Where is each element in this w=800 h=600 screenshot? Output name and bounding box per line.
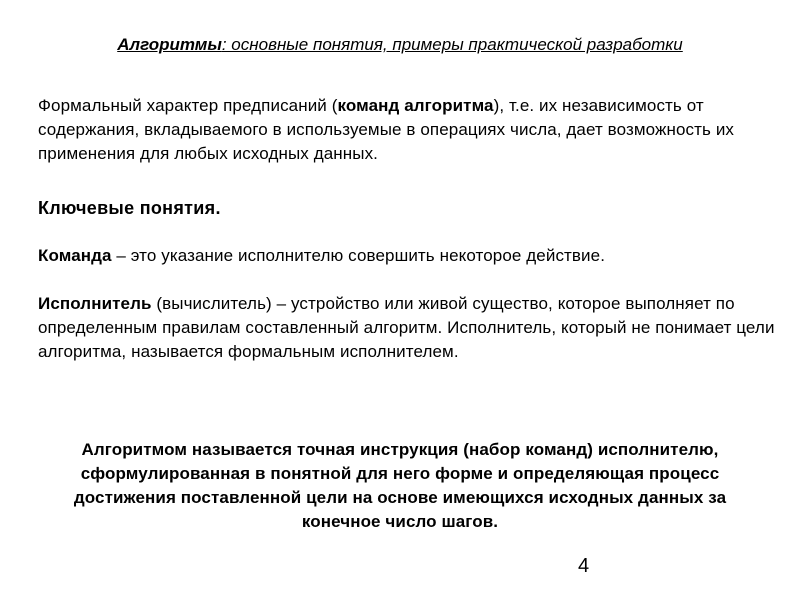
page-number: 4: [578, 555, 590, 577]
intro-paragraph: [38, 94, 778, 166]
command-definition: [38, 244, 778, 268]
command-term: Команда: [38, 246, 112, 265]
executor-definition: [38, 292, 778, 364]
slide-title-main: Алгоритмы: [117, 35, 222, 54]
intro-part2: ), т.е. их независимость от содержания, вкладываемого в используемые в операциях числа, дает возможность их применения для любых исходных данных.: [38, 96, 735, 163]
key-concepts-heading: Ключевые понятия.: [38, 198, 221, 218]
slide-title: [0, 34, 800, 56]
intro-bold-term: команд алгоритма: [337, 96, 494, 115]
command-text: – это указание исполнителю совершить некоторое действие.: [111, 246, 606, 265]
executor-term: Исполнитель: [38, 294, 152, 313]
intro-part1: Формальный характер предписаний (: [38, 96, 338, 115]
executor-text: (вычислитель) – устройство или живой существо, которое выполняет по определенным правилам составленный алгоритм. Исполнитель, который не понимает цели алгоритма, называется формальным исполнителем.: [38, 294, 775, 361]
slide-title-rest: : основные понятия, примеры практической разработки: [221, 35, 683, 54]
algorithm-definition: Алгоритмом называется точная инструкция (набор команд) исполнителю, сформулированная в понятной для него форме и определяющая процесс достижения поставленной цели на основе имеющихся исходных данных за конечное число шагов.: [73, 440, 727, 531]
